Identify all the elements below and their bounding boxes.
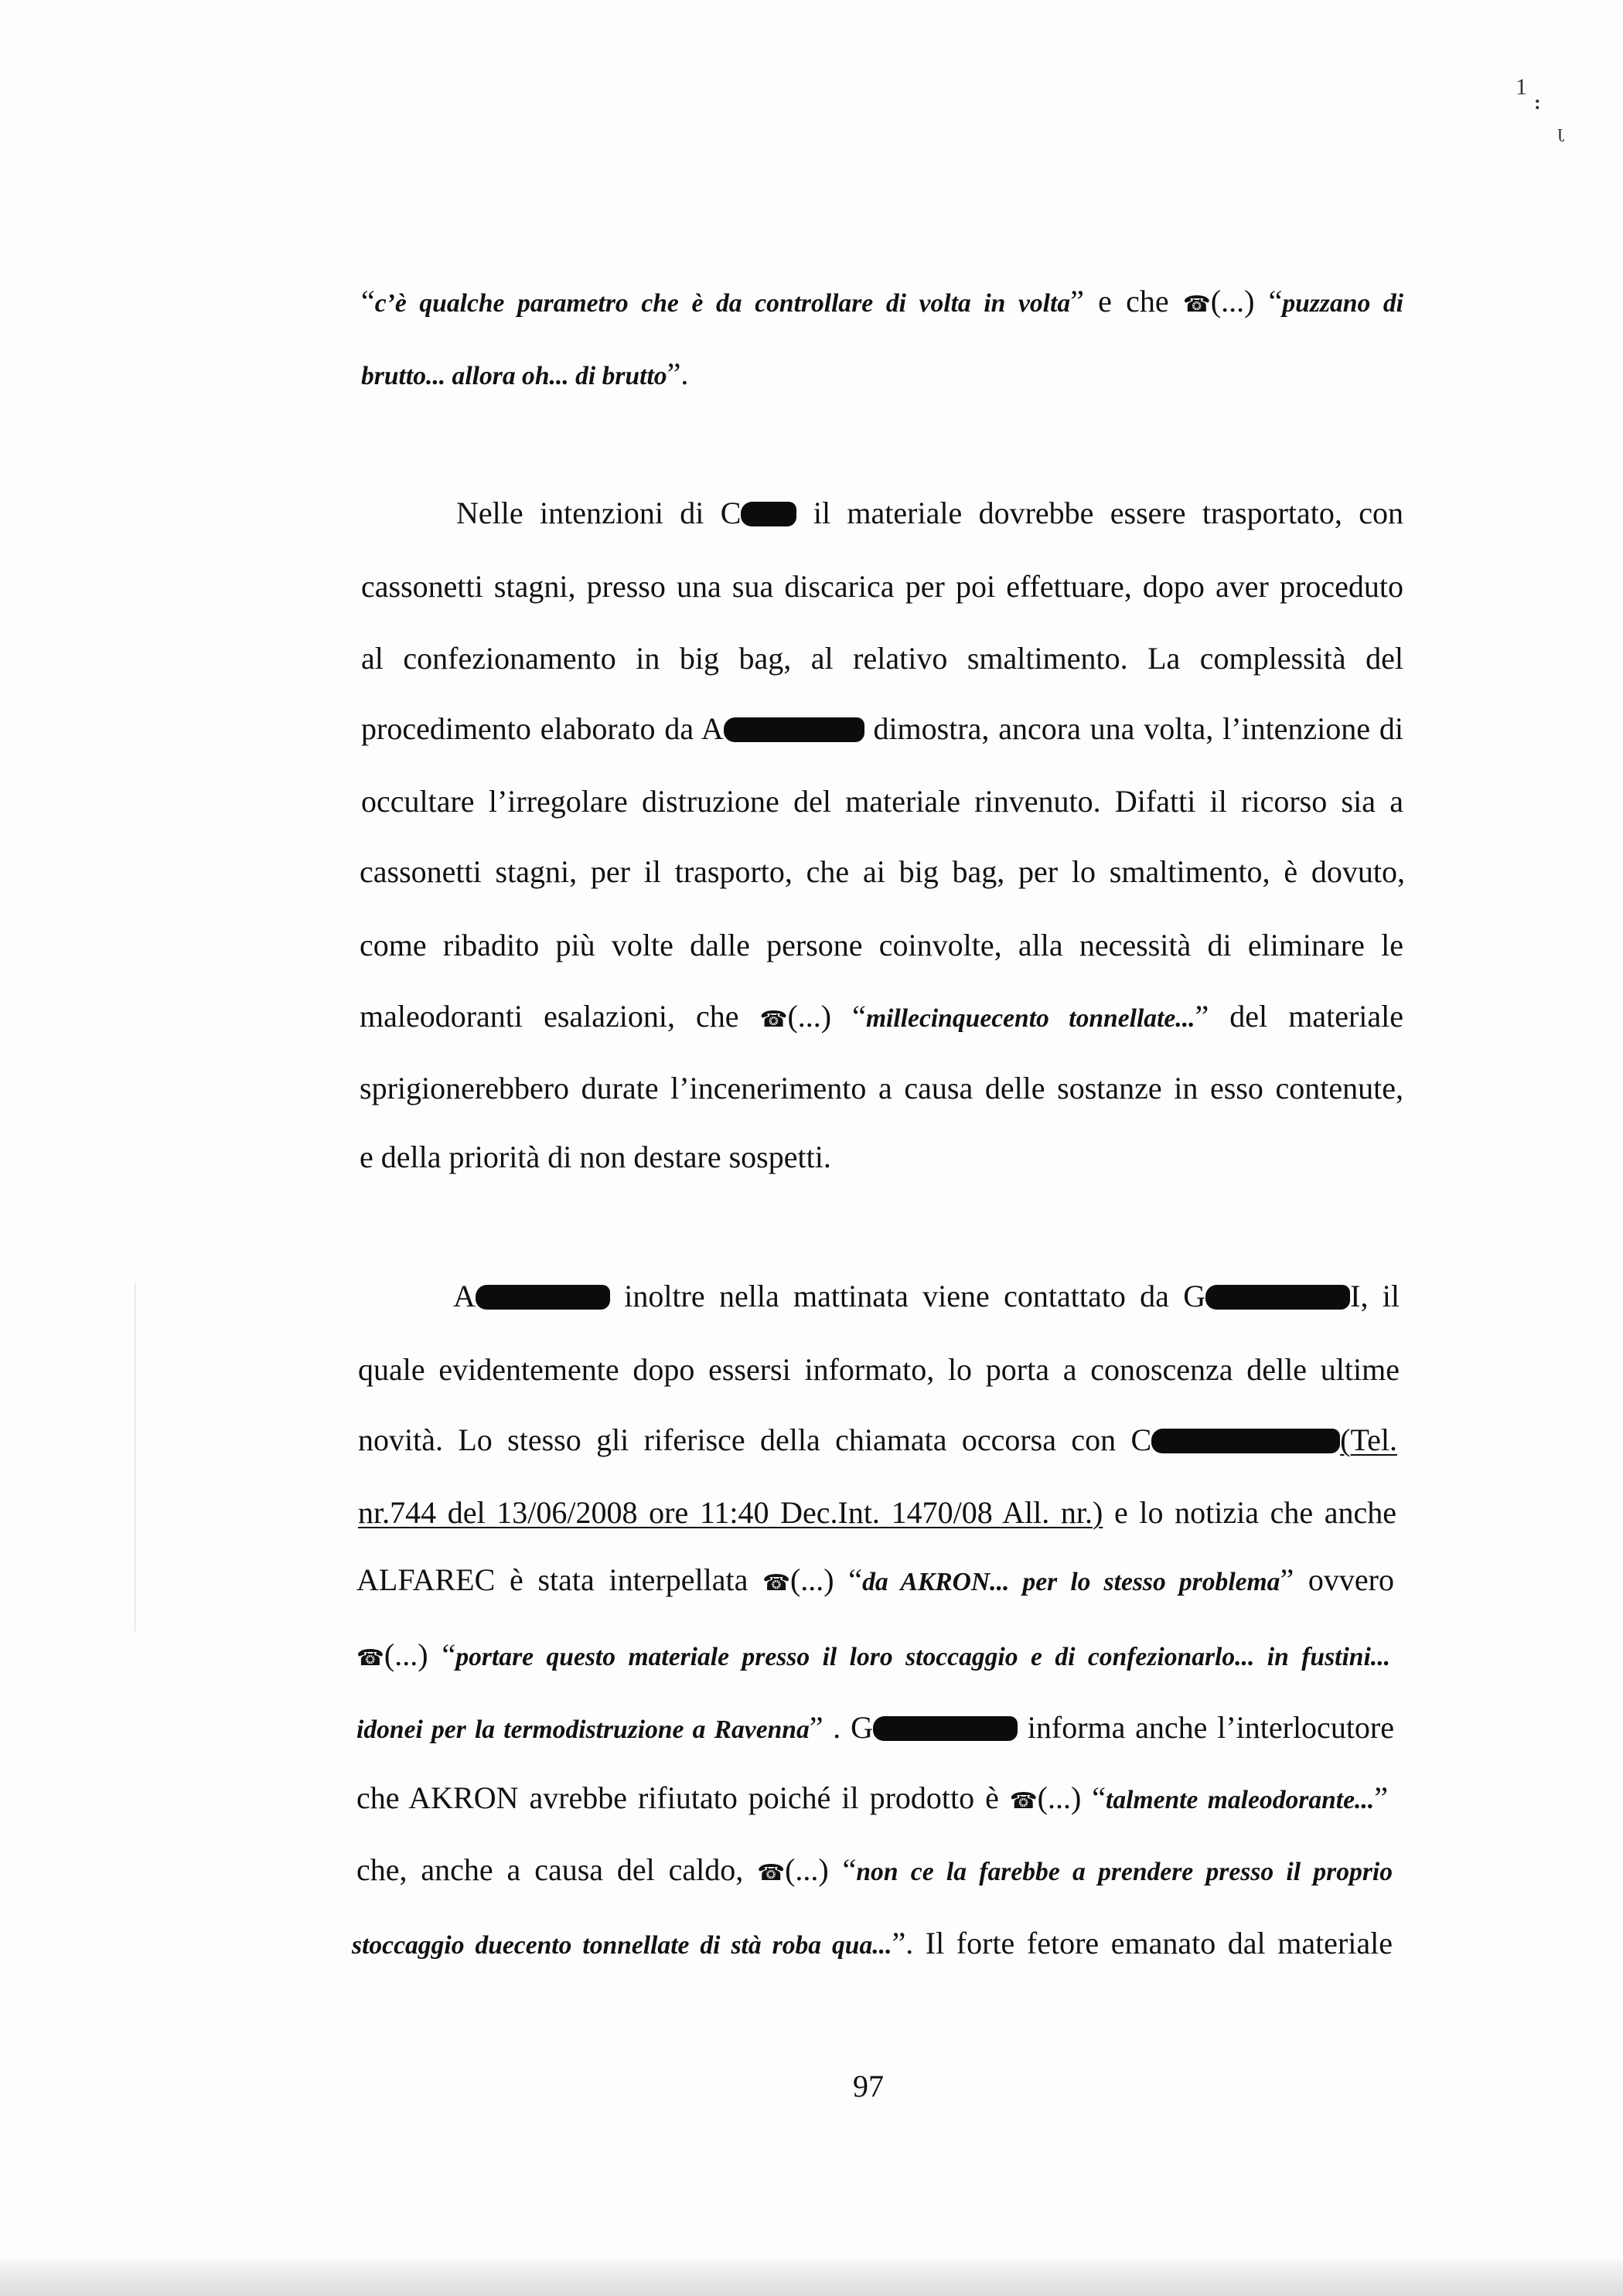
- text-run: I, il: [1350, 1279, 1400, 1313]
- page-number: 97: [853, 2069, 884, 2104]
- text-run: e della priorità di non destare sospetti.: [360, 1139, 831, 1174]
- phone-icon: [1010, 1780, 1038, 1815]
- quoted-speech: c’è qualche parametro che è da controllare di volta in volta: [374, 289, 1071, 318]
- redaction-bar: [873, 1716, 1018, 1741]
- phone-icon: [757, 1852, 785, 1887]
- quoted-speech: talmente maleodorante...: [1106, 1786, 1375, 1814]
- text-run: (...) “: [787, 999, 866, 1034]
- document-reference: nr.744 del 13/06/2008 ore 11:40 Dec.Int. 1470/08 All. nr.): [358, 1495, 1103, 1530]
- text-run: ALFAREC è stata interpellata: [356, 1562, 763, 1597]
- text-line: [361, 778, 1403, 825]
- text-run: al confezionamento in big bag, al relativo smaltimento. La complessità del: [361, 641, 1403, 676]
- text-run: (...) “: [785, 1852, 857, 1887]
- text-line: [360, 849, 1405, 895]
- text-line: [361, 278, 1403, 325]
- text-line: [360, 1134, 831, 1180]
- text-line: [358, 1490, 1396, 1536]
- quoted-speech: brutto... allora oh... di brutto: [361, 362, 667, 390]
- text-run: ” del materiale: [1195, 999, 1403, 1034]
- phone-icon: [762, 1562, 790, 1597]
- text-run: ”. Il forte fetore emanato dal materiale: [892, 1926, 1393, 1960]
- text-line: [358, 1347, 1400, 1393]
- text-run: novità. Lo stesso gli riferisce della chiamata occorsa con C: [358, 1422, 1152, 1457]
- text-line: [360, 922, 1403, 969]
- text-run: ” ovvero: [1280, 1562, 1395, 1597]
- text-line: [356, 1632, 1390, 1678]
- text-run: ”.: [667, 356, 689, 391]
- quoted-speech: da AKRON... per lo stesso problema: [862, 1568, 1280, 1596]
- document-reference: (Tel.: [1340, 1422, 1397, 1457]
- redaction-bar: [741, 502, 796, 526]
- text-run: come ribadito più volte dalle persone coinvolte, alla necessità di eliminare le: [360, 928, 1403, 962]
- corner-mark: J: [1557, 126, 1565, 146]
- text-line: [352, 1920, 1393, 1967]
- text-line: [361, 635, 1403, 682]
- text-line: [361, 706, 1403, 752]
- text-line: [361, 564, 1403, 610]
- text-run: il materiale dovrebbe essere trasportato, con: [796, 496, 1404, 530]
- text-run: cassonetti stagni, presso una sua discarica per poi effettuare, dopo aver proceduto: [361, 569, 1403, 604]
- text-run: cassonetti stagni, per il trasporto, che ai big bag, per lo smaltimento, è dovuto,: [360, 854, 1405, 889]
- text-run: occultare l’irregolare distruzione del materiale rinvenuto. Difatti il ricorso sia a: [361, 784, 1403, 819]
- text-run: (...) “: [1210, 284, 1283, 319]
- text-line: [356, 1847, 1393, 1893]
- text-run: “: [361, 284, 375, 319]
- corner-mark: 1: [1516, 74, 1527, 100]
- scan-bottom-edge: [0, 2260, 1623, 2296]
- text-run: procedimento elaborato da A: [361, 711, 724, 746]
- text-run: A: [453, 1279, 476, 1313]
- phone-icon: [356, 1637, 384, 1672]
- text-run: che, anche a causa del caldo,: [356, 1852, 758, 1887]
- redaction-bar: [476, 1285, 610, 1310]
- text-line: [361, 351, 688, 397]
- text-run: dimostra, ancora una volta, l’intenzione di: [864, 711, 1403, 746]
- text-run: (...) “: [1037, 1780, 1106, 1815]
- quoted-speech: idonei per la termodistruzione a Ravenna: [356, 1715, 810, 1744]
- quoted-speech: stoccaggio duecento tonnellate di stà roba qua...: [352, 1931, 892, 1960]
- quoted-speech: portare questo materiale presso il loro stoccaggio e di confezionarlo... in fustini...: [455, 1643, 1390, 1671]
- redaction-bar: [1205, 1285, 1350, 1310]
- redaction-bar: [724, 717, 864, 742]
- text-line: [360, 993, 1403, 1040]
- text-line: [456, 490, 1403, 537]
- text-line: [453, 1273, 1400, 1320]
- text-line: [360, 1065, 1403, 1112]
- quoted-speech: non ce la farebbe a prendere presso il proprio: [856, 1858, 1393, 1886]
- text-line: [356, 1775, 1388, 1821]
- text-run: (...) “: [384, 1637, 456, 1672]
- corner-mark: :: [1534, 91, 1541, 114]
- phone-icon: [760, 999, 788, 1034]
- text-line: [356, 1557, 1394, 1603]
- text-run: e lo notizia che anche: [1103, 1495, 1396, 1530]
- text-run: ” e che: [1070, 284, 1183, 319]
- text-line: [358, 1417, 1397, 1463]
- text-run: (...) “: [789, 1562, 863, 1597]
- text-run: che AKRON avrebbe rifiutato poiché il prodotto è: [356, 1780, 1010, 1815]
- text-line: [356, 1705, 1394, 1751]
- quoted-speech: millecinquecento tonnellate...: [865, 1004, 1195, 1033]
- phone-icon: [1183, 284, 1211, 319]
- text-run: maleodoranti esalazioni, che: [360, 999, 760, 1034]
- text-run: informa anche l’interlocutore: [1017, 1710, 1395, 1745]
- quoted-speech: puzzano di: [1282, 289, 1403, 318]
- text-run: inoltre nella mattinata viene contattato da G: [609, 1279, 1206, 1313]
- text-run: quale evidentemente dopo essersi informato, lo porta a conoscenza delle ultime: [358, 1352, 1400, 1387]
- redaction-bar: [1151, 1429, 1340, 1453]
- text-run: Nelle intenzioni di C: [456, 496, 742, 530]
- text-run: ”: [1374, 1780, 1388, 1815]
- text-run: ” . G: [809, 1710, 873, 1745]
- text-run: sprigionerebbero durate l’incenerimento a causa delle sostanze in esso contenute,: [360, 1071, 1403, 1105]
- scan-artifact-line: [135, 1283, 136, 1631]
